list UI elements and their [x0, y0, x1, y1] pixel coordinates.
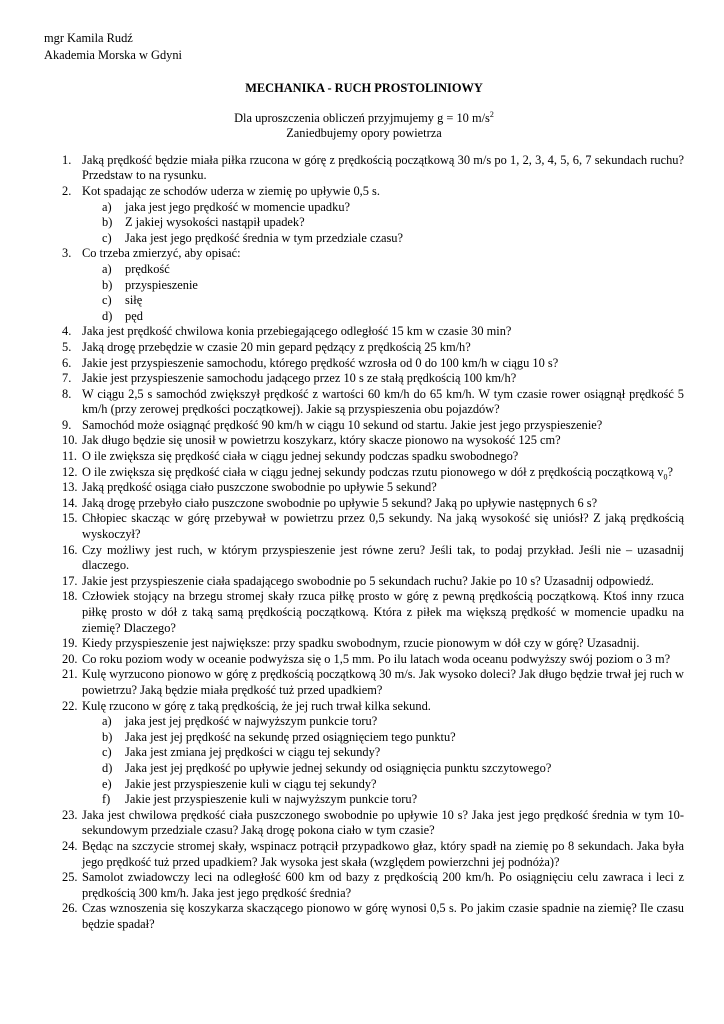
sub-question — [82, 293, 684, 309]
problem-number: 13. — [62, 480, 78, 495]
problem-item — [44, 324, 684, 340]
sub-question-list — [82, 714, 684, 808]
sub-question — [82, 792, 684, 808]
problem-text: Jakie jest przyspieszenie samochodu, którego prędkość wzrosła od 0 do 100 km/h w ciągu 10 s? — [82, 355, 559, 370]
problem-text: Jaką prędkość będzie miała piłka rzucona w górę z prędkością początkową 30 m/s po 1, 2, 3, 4, 5, 6, 7 sekundach ruchu? Przedstaw to na rysunku. — [82, 152, 684, 183]
sub-question-marker: a) — [102, 261, 112, 276]
sub-question-text: Jaka jest jego prędkość średnia w tym przedziale czasu? — [125, 230, 403, 245]
intro-line-gravity — [44, 111, 684, 127]
problem-item — [44, 839, 684, 870]
problem-number: 26. — [62, 901, 78, 916]
sub-question-marker: a) — [102, 714, 112, 729]
sub-question — [82, 777, 684, 793]
problem-number: 16. — [62, 542, 78, 557]
sub-question-marker: c) — [102, 745, 112, 760]
problem-text: Chłopiec skacząc w górę przebywał w powietrzu przez 0,5 sekundy. Na jaką wysokość się uniósł? Z jaką prędkością wyskoczył? — [82, 511, 684, 542]
problem-list — [44, 153, 684, 933]
sub-question — [82, 278, 684, 294]
sub-question-marker: d) — [102, 308, 113, 323]
problem-item — [44, 480, 684, 496]
intro — [44, 111, 684, 142]
problem-item — [44, 340, 684, 356]
sub-question-marker: c) — [102, 293, 112, 308]
problem-number: 11. — [62, 449, 78, 464]
sub-question-text: prędkość — [125, 261, 170, 276]
problem-number: 2. — [62, 183, 72, 198]
problem-text: Będąc na szczycie stromej skały, wspinacz potrącił przypadkowo głaz, który spadł na ziemię po 8 sekundach. Jaka była jego prędkość tuż przed upadkiem? Jak wysoka jest skała (względem powierzchni jej podnóża)? — [82, 838, 684, 869]
problem-number: 24. — [62, 838, 78, 853]
problem-number: 10. — [62, 433, 78, 448]
problem-text: Kulę rzucono w górę z taką prędkością, że jej ruch trwał kilka sekund. — [82, 698, 431, 713]
sub-question-marker: f) — [102, 792, 111, 807]
problem-number: 15. — [62, 511, 78, 526]
problem-number: 1. — [62, 152, 72, 167]
problem-item — [44, 543, 684, 574]
sub-question-list — [82, 262, 684, 324]
problem-text: Co roku poziom wody w oceanie podwyższa się o 1,5 mm. Po ilu latach woda oceanu podwyższy swój poziom o 3 m? — [82, 651, 671, 666]
problem-item — [44, 356, 684, 372]
problem-item — [44, 153, 684, 184]
problem-item — [44, 371, 684, 387]
sub-question — [82, 745, 684, 761]
sub-question-marker: b) — [102, 729, 113, 744]
problem-text: Czy możliwy jest ruch, w którym przyspieszenie jest równe zeru? Jeśli tak, to podaj przykład. Jeśli nie – uzasadnij dlaczego. — [82, 542, 684, 573]
problem-text: Co trzeba zmierzyć, aby opisać: — [82, 246, 241, 261]
problem-item — [44, 511, 684, 542]
problem-text: Jaką drogę przebędzie w czasie 20 min gepard pędzący z prędkością 25 km/h? — [82, 339, 471, 354]
problem-number: 22. — [62, 698, 78, 713]
sub-question — [82, 730, 684, 746]
problem-item — [44, 808, 684, 839]
problem-number: 9. — [62, 417, 72, 432]
problem-item — [44, 496, 684, 512]
problem-text: Czas wznoszenia się koszykarza skaczącego pionowo w górę wynosi 0,5 s. Po jakim czasie spadnie na ziemię? Ile czasu będzie spadał? — [82, 901, 684, 931]
problem-item — [44, 184, 684, 246]
problem-number: 23. — [62, 807, 78, 822]
problem-item — [44, 901, 684, 932]
problem-text: O ile zwiększa się prędkość ciała w ciągu jednej sekundy podczas spadku swobodnego? — [82, 449, 519, 464]
problem-text: W ciągu 2,5 s samochód zwiększył prędkość z wartości 60 km/h do 65 km/h. W tym czasie rower osiągnął prędkość 5 km/h (przy zerowej prędkości początkowej). Jakie są przyspieszenia obu pojazdów? — [82, 386, 684, 417]
problem-number: 8. — [62, 386, 72, 401]
sub-question-text: Jaka jest jej prędkość po upływie jednej sekundy od osiągnięcia punktu szczytowego? — [125, 760, 552, 775]
problem-text: Jak długo będzie się unosił w powietrzu koszykarz, który skacze pionowo na wysokość 125 cm? — [82, 433, 561, 448]
sub-question — [82, 231, 684, 247]
problem-text: Człowiek stojący na brzegu stromej skały rzuca piłkę prosto w górę z pewną prędkością początkową. Ktoś inny rzuca piłkę prosto w dół z taką samą prędkością początkową. Która z piłek ma większą prędkość w momencie upadku na ziemię? Dlaczego? — [82, 589, 684, 635]
problem-number: 3. — [62, 246, 72, 261]
problem-number: 6. — [62, 355, 72, 370]
sub-question — [82, 714, 684, 730]
problem-item — [44, 699, 684, 808]
problem-item — [44, 870, 684, 901]
problem-item — [44, 652, 684, 668]
problem-number: 14. — [62, 495, 78, 510]
problem-number: 4. — [62, 324, 72, 339]
problem-text: Jaka jest chwilowa prędkość ciała puszczonego swobodnie po upływie 10 s? Jaka jest jego prędkość średnia w tym 10-sekundowym przedziale czasu? Jaką drogę pokona ciało w tym czasie? — [82, 807, 684, 838]
problem-text: Jakie jest przyspieszenie samochodu jadącego przez 10 s ze stałą prędkością 100 km/h? — [82, 371, 517, 386]
problem-text: Kot spadając ze schodów uderza w ziemię po upływie 0,5 s. — [82, 183, 380, 198]
problem-item — [44, 387, 684, 418]
problem-number: 12. — [62, 464, 78, 479]
institution-name: Akademia Morska w Gdyni — [44, 48, 182, 62]
problem-number: 20. — [62, 651, 78, 666]
problem-item — [44, 589, 684, 636]
problem-item — [44, 636, 684, 652]
problem-text: O ile zwiększa się prędkość ciała w ciągu jednej sekundy podczas rzutu pionowego w dół z prędkością początkową v — [82, 464, 664, 479]
velocity-subscript: 0 — [663, 472, 668, 482]
sub-question — [82, 761, 684, 777]
problem-number: 18. — [62, 589, 78, 604]
problem-item — [44, 574, 684, 590]
sub-question-marker: e) — [102, 776, 112, 791]
problem-number: 19. — [62, 636, 78, 651]
problem-text: Kiedy przyspieszenie jest największe: przy spadku swobodnym, rzucie pionowym w dół czy w górę? Uzasadnij. — [82, 636, 640, 651]
sub-question-marker: a) — [102, 199, 112, 214]
sub-question-marker: d) — [102, 760, 113, 775]
sub-question-text: jaka jest jego prędkość w momencie upadku? — [125, 199, 351, 214]
problem-item — [44, 449, 684, 465]
problem-text: Jaką drogę przebyło ciało puszczone swobodnie po upływie 5 sekund? Jaką po upływie następnych 6 s? — [82, 495, 598, 510]
problem-text: Jaka jest prędkość chwilowa konia przebiegającego odległość 15 km w czasie 30 min? — [82, 324, 512, 339]
sub-question — [82, 309, 684, 325]
sub-question — [82, 215, 684, 231]
intro-line-air-resistance: Zaniedbujemy opory powietrza — [286, 126, 442, 141]
sub-question-text: Z jakiej wysokości nastąpił upadek? — [125, 215, 305, 230]
sub-question-text: siłę — [125, 293, 143, 308]
problem-text-end: ? — [667, 464, 673, 479]
sub-question-text: przyspieszenie — [125, 277, 198, 292]
sub-question-list — [82, 200, 684, 247]
document-title: MECHANIKA - RUCH PROSTOLINIOWY — [245, 81, 483, 95]
problem-text: Kulę wyrzucono pionowo w górę z prędkością początkową 30 m/s. Jak wysoko doleci? Jak długo będzie trwał jej ruch w powietrzu? Jaką będzie miała prędkość tuż przed upadkiem? — [82, 667, 684, 697]
problem-text: Samolot zwiadowczy leci na odległość 600 km od bazy z prędkością 200 km/h. Po osiągnięciu celu zawraca i leci z prędkością 300 km/h. Jaka jest jego prędkość średnia? — [82, 870, 684, 900]
sub-question — [82, 200, 684, 216]
sub-question-marker: b) — [102, 277, 113, 292]
problem-number: 5. — [62, 339, 72, 354]
sub-question-text: Jakie jest przyspieszenie kuli w ciągu tej sekundy? — [125, 776, 377, 791]
problem-item — [44, 246, 684, 324]
sub-question-text: Jaka jest zmiana jej prędkości w ciągu tej sekundy? — [125, 745, 381, 760]
sub-question — [82, 262, 684, 278]
problem-number: 7. — [62, 371, 72, 386]
problem-number: 17. — [62, 573, 78, 588]
problem-text: Jakie jest przyspieszenie ciała spadającego swobodnie po 5 sekundach ruchu? Jakie po 10 s? Uzasadnij odpowiedź. — [82, 573, 654, 588]
problem-item — [44, 433, 684, 449]
problem-item — [44, 667, 684, 698]
problem-number: 25. — [62, 870, 78, 885]
sub-question-marker: b) — [102, 215, 113, 230]
intro-gravity-exponent: 2 — [489, 109, 494, 119]
problem-text: Samochód może osiągnąć prędkość 90 km/h w ciągu 10 sekund od startu. Jakie jest jego przyspieszenie? — [82, 417, 603, 432]
author-name: mgr Kamila Rudź — [44, 31, 133, 45]
sub-question-text: pęd — [125, 308, 143, 323]
problem-number: 21. — [62, 667, 78, 682]
intro-gravity-text: Dla uproszczenia obliczeń przyjmujemy g = 10 m/s — [234, 110, 490, 125]
problem-text: Jaką prędkość osiąga ciało puszczone swobodnie po upływie 5 sekund? — [82, 480, 437, 495]
sub-question-text: Jaka jest jej prędkość na sekundę przed osiągnięciem tego punktu? — [125, 729, 456, 744]
sub-question-text: Jakie jest przyspieszenie kuli w najwyższym punkcie toru? — [125, 792, 418, 807]
problem-item — [44, 465, 684, 481]
sub-question-text: jaka jest jej prędkość w najwyższym punkcie toru? — [125, 714, 378, 729]
sub-question-marker: c) — [102, 230, 112, 245]
problem-item — [44, 418, 684, 434]
